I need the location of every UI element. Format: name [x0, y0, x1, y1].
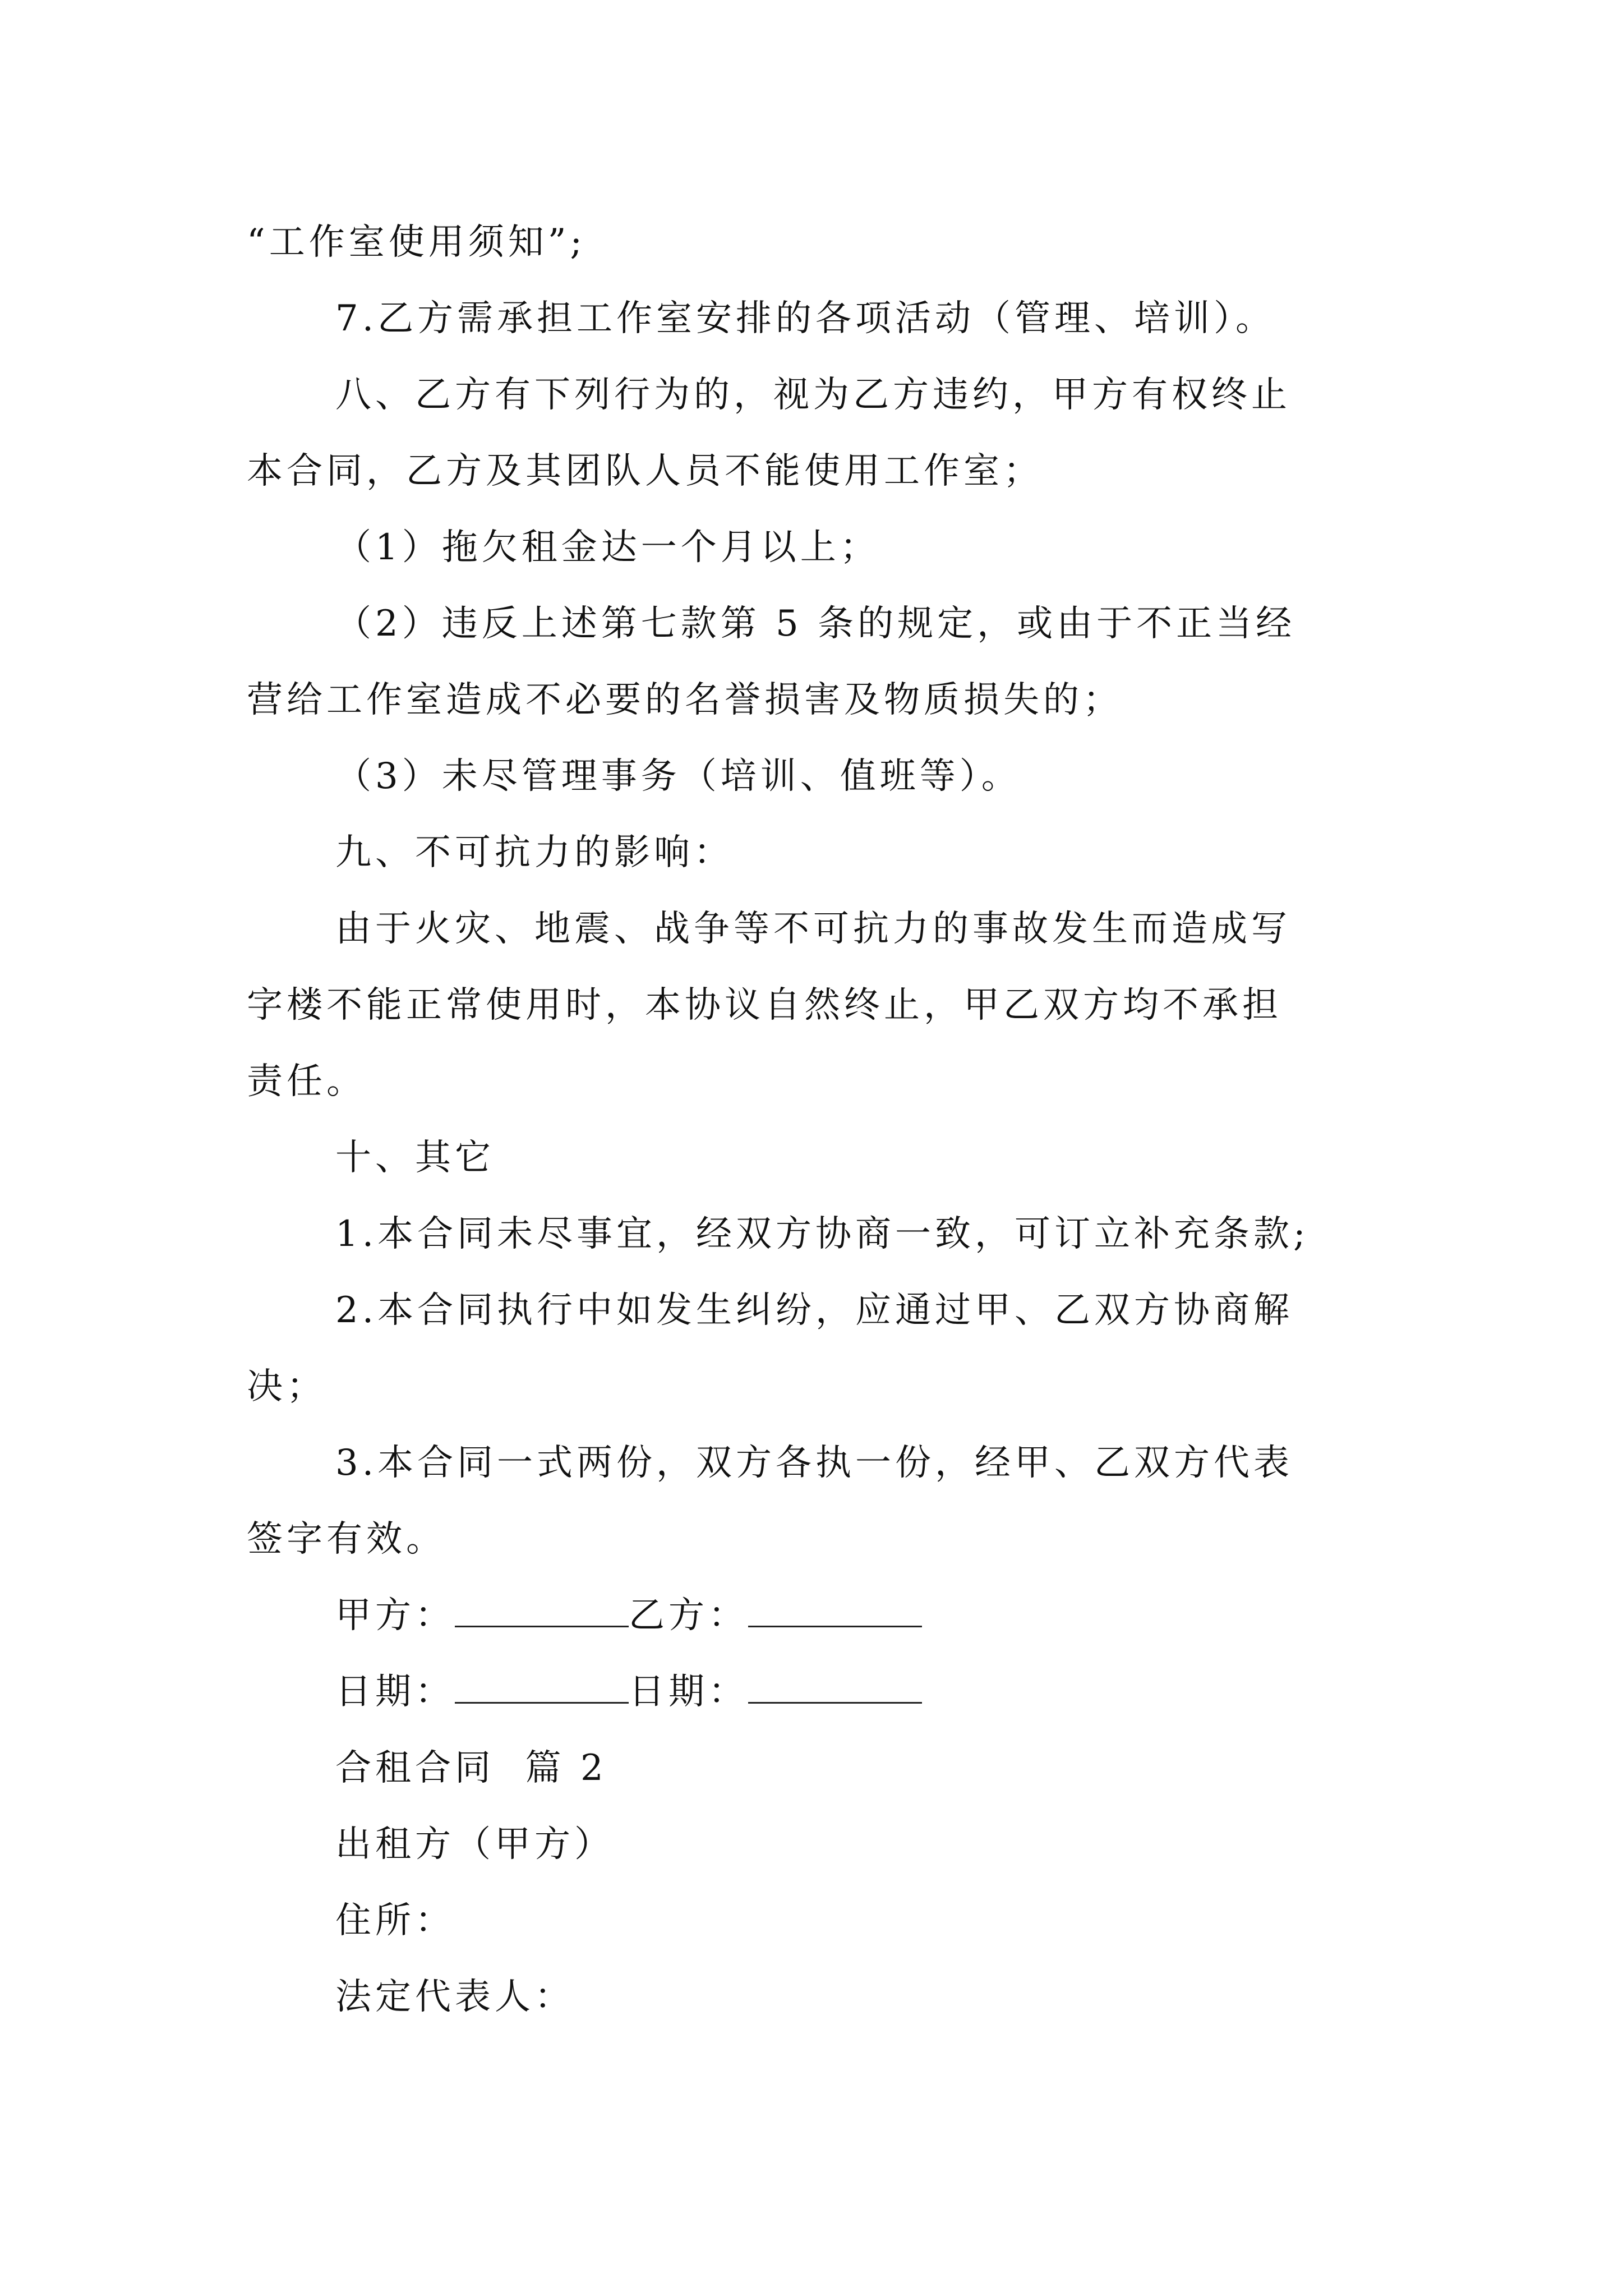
text-line: （2）违反上述第七款第 5 条的规定，或由于不正当经 [335, 603, 1296, 645]
signature-parties-row [335, 1593, 1479, 1638]
party-b-blank [748, 1593, 922, 1627]
text-line: 营给工作室造成不必要的名誉损害及物质损失的； [247, 679, 1123, 721]
section-title: 合租合同 篇 2 [335, 1747, 607, 1789]
text-line: 1.本合同未尽事宜，经双方协商一致，可订立补充条款; [335, 1213, 1310, 1255]
text-line: “工作室使用须知”; [247, 222, 586, 263]
date-a-label: 日期： [335, 1671, 455, 1713]
signature-dates-row [335, 1669, 1479, 1714]
date-b-blank [748, 1669, 922, 1704]
text-line: 由于火灾、地震、战争等不可抗力的事故发生而造成写 [335, 908, 1291, 950]
date-a-blank [455, 1669, 629, 1704]
section-heading: 九、不可抗力的影响： [335, 832, 734, 873]
section-heading: 十、其它 [335, 1137, 495, 1179]
address-line: 住所： [335, 1900, 455, 1941]
text-line: 责任。 [247, 1061, 366, 1102]
text-line: 本合同，乙方及其团队人员不能使用工作室； [247, 450, 1043, 492]
party-a-blank [455, 1593, 629, 1627]
text-line: 3.本合同一式两份，双方各执一份，经甲、乙双方代表 [335, 1442, 1294, 1484]
text-line: 7.乙方需承担工作室安排的各项活动（管理、培训）。 [335, 298, 1276, 339]
text-line: （3）未尽管理事务（培训、值班等）。 [335, 756, 1021, 797]
text-line: （1）拖欠租金达一个月以上； [335, 527, 880, 568]
text-line: 签字有效。 [247, 1519, 446, 1560]
text-line: 2.本合同执行中如发生纠纷，应通过甲、乙双方协商解 [335, 1290, 1294, 1331]
text-line: 字楼不能正常使用时，本协议自然终止，甲乙双方均不承担 [247, 984, 1282, 1026]
date-b-label: 日期： [629, 1671, 748, 1713]
lessor-line: 出租方（甲方） [335, 1824, 614, 1865]
party-b-label: 乙方： [629, 1595, 748, 1636]
text-line: 决； [247, 1366, 326, 1407]
text-line: 八、乙方有下列行为的，视为乙方违约，甲方有权终止 [335, 374, 1291, 416]
legal-rep-line: 法定代表人： [335, 1976, 574, 2018]
party-a-label: 甲方： [335, 1595, 455, 1636]
